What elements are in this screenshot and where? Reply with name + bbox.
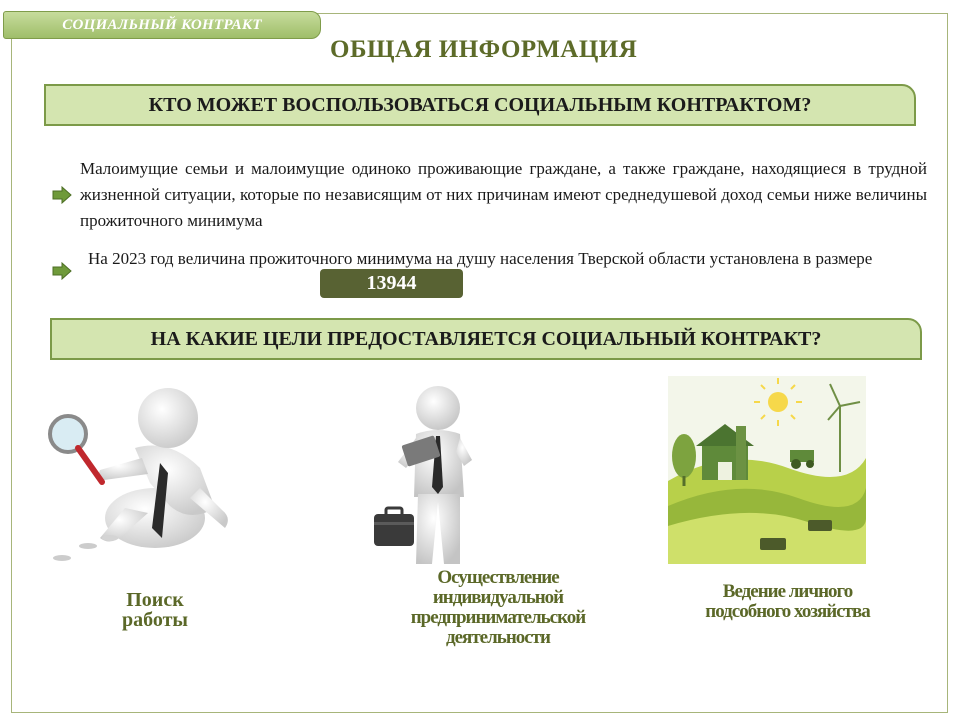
goal-household-farming-label: Ведение личного подсобного хозяйства [705, 581, 870, 622]
page-title: ОБЩАЯ ИНФОРМАЦИЯ [330, 36, 638, 63]
arrow-right-icon [52, 186, 72, 204]
goal-job-search-label: Поиск работы [121, 589, 189, 631]
magnifier-person-icon [40, 378, 250, 568]
eligibility-text: Малоимущие семьи и малоимущие одиноко проживающие граждане, а также граждане, находящиеся в трудной жизненной ситуации, которые по независящим от них причинам имеют среднедушевой доход семьи ниже величины прожиточного минимума [80, 159, 927, 230]
farm-icon [668, 376, 866, 564]
section-tag: СОЦИАЛЬНЫЙ КОНТРАКТ [3, 11, 321, 39]
subsistence-minimum-label: На 2023 год величина прожиточного минимума на душу населения Тверской области установлена в размере [88, 249, 873, 268]
arrow-right-icon [52, 262, 72, 280]
businessman-briefcase-icon [368, 382, 488, 570]
goals-banner: НА КАКИЕ ЦЕЛИ ПРЕДОСТАВЛЯЕТСЯ СОЦИАЛЬНЫЙ КОНТРАКТ? [50, 318, 922, 360]
goal-entrepreneurship-label: Осуществление индивидуальной предпринимательской деятельности [410, 567, 586, 648]
who-can-use-banner: КТО МОЖЕТ ВОСПОЛЬЗОВАТЬСЯ СОЦИАЛЬНЫМ КОНТРАКТОМ? [44, 84, 916, 126]
subsistence-minimum-value: 13944 [320, 269, 463, 298]
subsistence-minimum-text [88, 246, 934, 272]
